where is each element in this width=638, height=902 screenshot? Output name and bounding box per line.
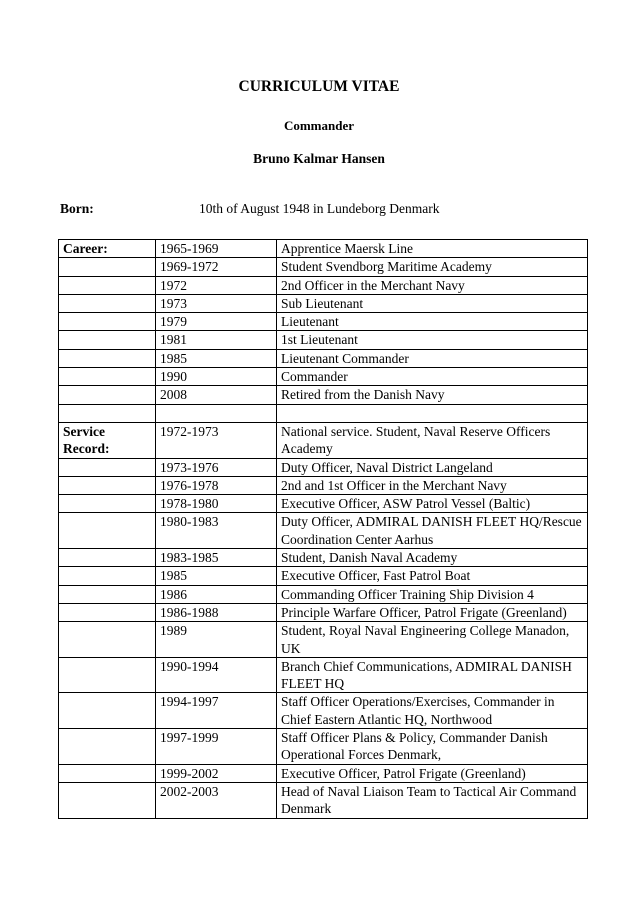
table-row xyxy=(59,258,588,276)
service-year: 1972-1973 xyxy=(156,422,277,458)
table-row xyxy=(59,782,588,818)
career-description: Lieutenant Commander xyxy=(277,349,588,367)
service-year: 1986 xyxy=(156,585,277,603)
person-name: Bruno Kalmar Hansen xyxy=(253,151,385,166)
service-description: Principle Warfare Officer, Patrol Frigate (Greenland) xyxy=(277,603,588,621)
cv-table-body xyxy=(59,240,588,819)
label-cell-empty xyxy=(59,476,156,494)
table-row xyxy=(59,476,588,494)
label-cell-empty xyxy=(59,349,156,367)
career-description: 2nd Officer in the Merchant Navy xyxy=(277,276,588,294)
label-cell-empty xyxy=(59,513,156,549)
table-row xyxy=(59,729,588,765)
label-cell-empty xyxy=(59,258,156,276)
table-row xyxy=(59,495,588,513)
table-row xyxy=(59,458,588,476)
career-description: Sub Lieutenant xyxy=(277,294,588,312)
service-year: 1997-1999 xyxy=(156,729,277,765)
table-row xyxy=(59,368,588,386)
table-row xyxy=(59,585,588,603)
career-description: Lieutenant xyxy=(277,313,588,331)
table-row xyxy=(59,513,588,549)
career-year: 1969-1972 xyxy=(156,258,277,276)
career-year: 1972 xyxy=(156,276,277,294)
table-row xyxy=(59,693,588,729)
service-description: Duty Officer, ADMIRAL DANISH FLEET HQ/Rescue Coordination Center Aarhus xyxy=(277,513,588,549)
service-description: Student, Danish Naval Academy xyxy=(277,549,588,567)
service-year: 2002-2003 xyxy=(156,782,277,818)
table-row xyxy=(59,276,588,294)
table-row xyxy=(59,313,588,331)
table-row xyxy=(59,622,588,658)
table-row xyxy=(59,657,588,693)
service-year: 1973-1976 xyxy=(156,458,277,476)
document-title: CURRICULUM VITAE xyxy=(238,78,400,95)
label-cell-empty xyxy=(59,313,156,331)
label-cell-empty xyxy=(59,567,156,585)
label-cell-empty xyxy=(59,585,156,603)
service-description: Branch Chief Communications, ADMIRAL DANISH FLEET HQ xyxy=(277,657,588,693)
table-row xyxy=(59,567,588,585)
label-cell-empty xyxy=(59,657,156,693)
table-row xyxy=(59,331,588,349)
label-cell-empty xyxy=(59,782,156,818)
spacer-cell xyxy=(277,404,588,422)
label-cell-empty xyxy=(59,622,156,658)
service-description: Staff Officer Plans & Policy, Commander Danish Operational Forces Denmark, xyxy=(277,729,588,765)
table-row xyxy=(59,422,588,458)
table-row xyxy=(59,549,588,567)
spacer-cell xyxy=(59,404,156,422)
label-cell-empty xyxy=(59,331,156,349)
born-label: Born: xyxy=(60,201,94,216)
label-cell-empty xyxy=(59,693,156,729)
service-year: 1989 xyxy=(156,622,277,658)
service-year: 1976-1978 xyxy=(156,476,277,494)
service-year: 1980-1983 xyxy=(156,513,277,549)
label-cell-empty xyxy=(59,549,156,567)
career-description: Retired from the Danish Navy xyxy=(277,386,588,404)
service-label-line2: Record: xyxy=(63,441,110,457)
label-cell-empty xyxy=(59,294,156,312)
service-year: 1978-1980 xyxy=(156,495,277,513)
label-cell-empty xyxy=(59,495,156,513)
table-row xyxy=(59,294,588,312)
table-row xyxy=(59,603,588,621)
career-description: Apprentice Maersk Line xyxy=(277,240,588,258)
career-year: 1981 xyxy=(156,331,277,349)
service-description: Executive Officer, Fast Patrol Boat xyxy=(277,567,588,585)
service-year: 1983-1985 xyxy=(156,549,277,567)
service-description: Student, Royal Naval Engineering College Manadon, UK xyxy=(277,622,588,658)
career-year: 2008 xyxy=(156,386,277,404)
table-row xyxy=(59,349,588,367)
label-cell-empty xyxy=(59,764,156,782)
service-description: Executive Officer, ASW Patrol Vessel (Baltic) xyxy=(277,495,588,513)
table-row xyxy=(59,386,588,404)
career-year: 1985 xyxy=(156,349,277,367)
service-year: 1985 xyxy=(156,567,277,585)
service-label-line1: Service xyxy=(63,423,105,439)
label-cell-empty xyxy=(59,368,156,386)
rank: Commander xyxy=(283,118,355,133)
career-year: 1979 xyxy=(156,313,277,331)
spacer-cell xyxy=(156,404,277,422)
career-year: 1990 xyxy=(156,368,277,386)
born-value: 10th of August 1948 in Lundeborg Denmark xyxy=(199,201,440,216)
career-description: Commander xyxy=(277,368,588,386)
service-year: 1999-2002 xyxy=(156,764,277,782)
service-year: 1990-1994 xyxy=(156,657,277,693)
table-row xyxy=(59,764,588,782)
cv-table xyxy=(58,239,588,819)
career-label: Career: xyxy=(59,240,156,258)
spacer-row xyxy=(59,404,588,422)
label-cell-empty xyxy=(59,729,156,765)
service-description: Head of Naval Liaison Team to Tactical Air Command Denmark xyxy=(277,782,588,818)
service-description: National service. Student, Naval Reserve Officers Academy xyxy=(277,422,588,458)
career-description: Student Svendborg Maritime Academy xyxy=(277,258,588,276)
career-year: 1973 xyxy=(156,294,277,312)
career-description: 1st Lieutenant xyxy=(277,331,588,349)
label-cell-empty xyxy=(59,276,156,294)
service-record-label xyxy=(59,422,156,458)
label-cell-empty xyxy=(59,458,156,476)
service-description: Commanding Officer Training Ship Division 4 xyxy=(277,585,588,603)
service-description: Duty Officer, Naval District Langeland xyxy=(277,458,588,476)
label-cell-empty xyxy=(59,603,156,621)
service-description: 2nd and 1st Officer in the Merchant Navy xyxy=(277,476,588,494)
service-year: 1994-1997 xyxy=(156,693,277,729)
career-year: 1965-1969 xyxy=(156,240,277,258)
service-year: 1986-1988 xyxy=(156,603,277,621)
label-cell-empty xyxy=(59,386,156,404)
service-description: Staff Officer Operations/Exercises, Commander in Chief Eastern Atlantic HQ, Northwood xyxy=(277,693,588,729)
service-description: Executive Officer, Patrol Frigate (Greenland) xyxy=(277,764,588,782)
table-row xyxy=(59,240,588,258)
